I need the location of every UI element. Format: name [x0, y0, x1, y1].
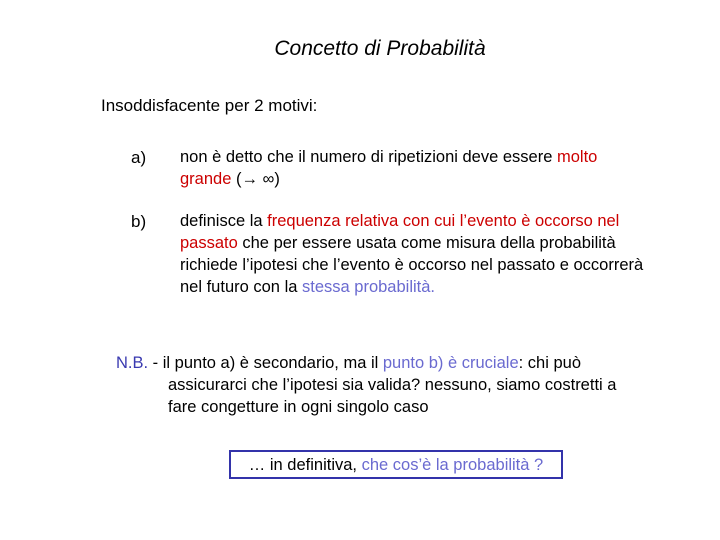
item-a-text	[180, 146, 650, 190]
item-a-letter: a)	[131, 148, 147, 167]
nb-text-2: : chi può	[518, 354, 581, 372]
item-b-text	[180, 210, 650, 298]
slide-title: Concetto di Probabilità	[274, 37, 486, 60]
nb-highlight: punto b) è cruciale	[382, 354, 519, 372]
nb-text-1: - il punto a) è secondario, ma il	[148, 354, 383, 372]
conclusion-text: … in definitiva,	[248, 456, 362, 474]
item-b-letter: b)	[131, 212, 147, 231]
item-b-text-2: che per essere usata come misura della probabilità richiede l’ipotesi che l’evento è occorso nel passato e occorrerà nel futuro con la	[180, 234, 644, 296]
conclusion-box	[229, 450, 563, 479]
nb-line-2: assicurarci che l’ipotesi sia valida? nessuno, siamo costretti a	[168, 376, 617, 394]
item-a-text-2: (→ ∞)	[231, 170, 280, 188]
item-b-text-1: definisce la	[180, 212, 268, 230]
item-b-highlight-2: stessa probabilità.	[302, 278, 435, 296]
intro-text: Insoddisfacente per 2 motivi:	[101, 96, 318, 115]
item-a-highlight: molto grande	[180, 148, 598, 188]
nota-bene	[116, 352, 676, 418]
conclusion-highlight: che cos’è la probabilità ?	[361, 456, 544, 474]
item-b-highlight-1: frequenza relativa con cui l’evento è occorso nel passato	[180, 212, 620, 252]
nb-label: N.B.	[116, 354, 149, 372]
item-a-text-1: non è detto che il numero di ripetizioni deve essere	[180, 148, 557, 166]
nb-line-3: fare congetture in ogni singolo caso	[168, 398, 429, 416]
